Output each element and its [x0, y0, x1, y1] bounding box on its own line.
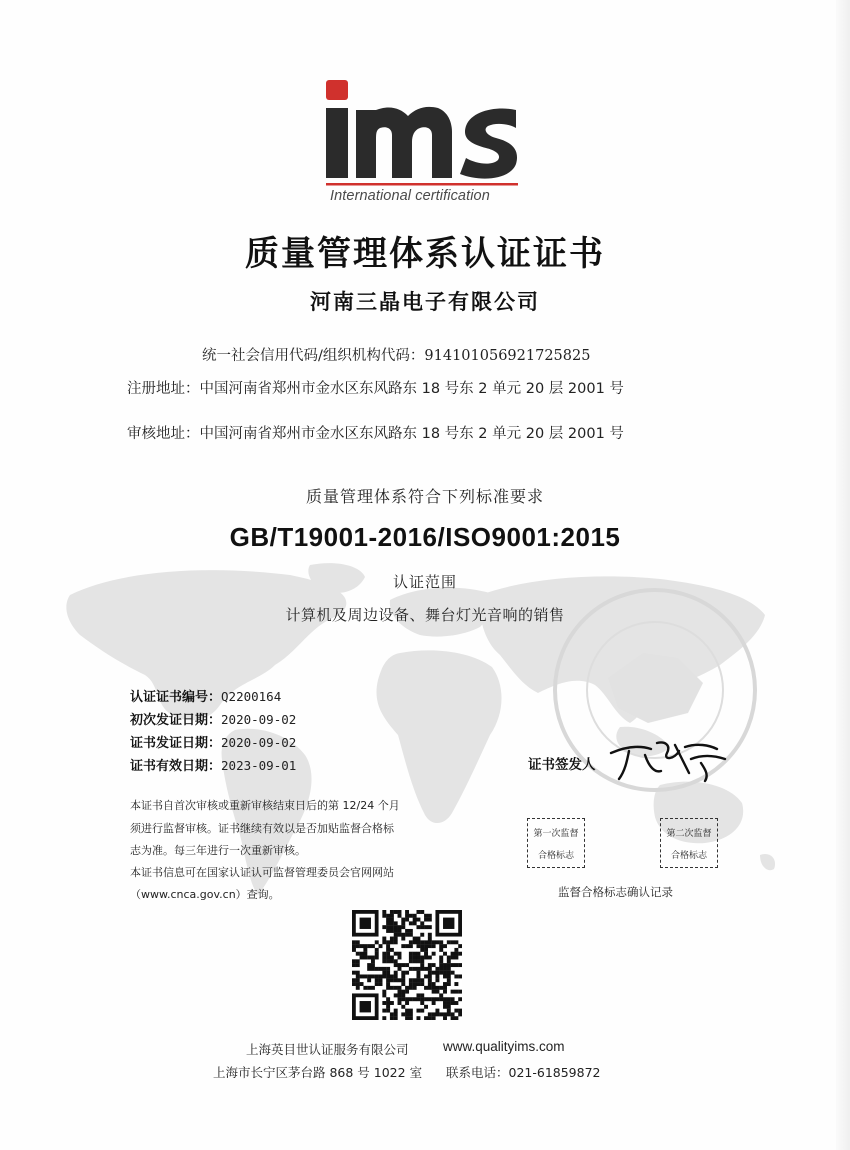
- second-supervision-mark-box: [660, 818, 718, 868]
- cert-number-value: Q2200164: [221, 689, 282, 704]
- first-issue-value: 2020-09-02: [221, 712, 297, 727]
- issue-date-value: 2020-09-02: [221, 735, 297, 750]
- supervision-box-label: 第一次监督: [533, 829, 579, 839]
- footer-phone: 联系电话：021-61859872: [446, 1065, 601, 1080]
- registered-address-value: 中国河南省郑州市金水区东风路东 18 号东 2 单元 20 层 2001 号: [199, 381, 624, 397]
- cert-number-label: 认证证书编号：: [130, 690, 222, 705]
- audit-address-row: [127, 422, 624, 443]
- certificate-title: 质量管理体系认证证书: [245, 234, 605, 274]
- standard-code: GB/T19001-2016/ISO9001:2015: [229, 522, 621, 552]
- logo-caption: International certification: [330, 188, 490, 204]
- credit-code-row: [202, 344, 590, 365]
- footer-address: 上海市长宁区茅台路 868 号 1022 室: [213, 1065, 423, 1080]
- note-line: 本证书自首次审核或重新审核结束日后的第 12/24 个月: [130, 799, 400, 812]
- supervision-caption: 监督合格标志确认记录: [558, 885, 673, 899]
- qr-code[interactable]: [352, 910, 462, 1020]
- note-line: 本证书信息可在国家认证认可监督管理委员会官网网站: [130, 866, 394, 879]
- credit-code-label: 统一社会信用代码/组织机构代码：: [202, 348, 425, 364]
- issue-date-label: 证书发证日期：: [130, 736, 222, 751]
- footer-website: www.qualityims.com: [443, 1039, 565, 1054]
- scan-edge-shadow: [836, 0, 850, 1150]
- valid-date-row: [130, 755, 296, 774]
- supervision-box-label: 第二次监督: [666, 829, 712, 839]
- company-name: 河南三晶电子有限公司: [310, 290, 540, 314]
- supervision-box-label: 合格标志: [670, 851, 707, 861]
- note-line: 志为准。每三年进行一次重新审核。: [130, 844, 306, 857]
- audit-address-label: 审核地址：: [127, 426, 200, 442]
- registered-address-row: [127, 377, 624, 398]
- supervision-box-label: 合格标志: [537, 851, 574, 861]
- handwritten-signature: [605, 733, 735, 785]
- signer-label: 证书签发人: [528, 757, 596, 773]
- first-supervision-mark-box: [527, 818, 585, 868]
- standard-intro: 质量管理体系符合下列标准要求: [305, 487, 544, 506]
- note-line: 须进行监督审核。证书继续有效以是否加贴监督合格标: [130, 822, 394, 835]
- cert-number-row: [130, 686, 281, 705]
- audit-address-value: 中国河南省郑州市金水区东风路东 18 号东 2 单元 20 层 2001 号: [199, 426, 624, 442]
- valid-date-label: 证书有效日期：: [130, 759, 222, 774]
- footer-organization: 上海英目世认证服务有限公司: [246, 1042, 409, 1057]
- scope-title: 认证范围: [392, 573, 457, 591]
- first-issue-label: 初次发证日期：: [130, 713, 222, 728]
- scope-text: 计算机及周边设备、舞台灯光音响的销售: [285, 606, 565, 624]
- issue-date-row: [130, 732, 296, 751]
- note-line: （www.cnca.gov.cn）查询。: [130, 888, 280, 901]
- first-issue-row: [130, 709, 296, 728]
- registered-address-label: 注册地址：: [127, 381, 200, 397]
- valid-date-value: 2023-09-01: [221, 758, 297, 773]
- credit-code-value: 914101056921725825: [424, 348, 591, 364]
